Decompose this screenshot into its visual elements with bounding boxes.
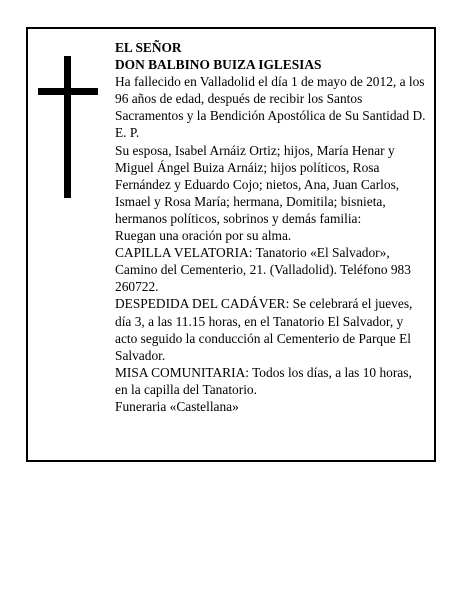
notice-text — [115, 39, 427, 415]
death-announcement: Ha fallecido en Valladolid el día 1 de mayo de 2012, a los 96 años de edad, después de recibir los Santos Sacramentos y la Bendición Apostólica de Su Santidad D. E. P. — [115, 74, 426, 141]
prayer-request: Ruegan una oración por su alma. — [115, 228, 292, 244]
farewell-info: DESPEDIDA DEL CADÁVER: Se celebrará el jueves, día 3, a las 11.15 horas, en el Tanatorio El Salvador, y acto seguido la conducción al Cementerio de Parque El Salvador. — [115, 296, 413, 363]
chapel-info: CAPILLA VELATORIA: Tanatorio «El Salvador», Camino del Cementerio, 21. (Valladolid). Teléfono 983 260722. — [115, 245, 411, 295]
funeral-home: Funeraria «Castellana» — [115, 398, 239, 414]
notice-title: EL SEÑOR — [115, 40, 182, 55]
cross-icon — [38, 56, 98, 198]
cross-horizontal-bar — [38, 88, 98, 95]
cross-vertical-bar — [64, 56, 71, 198]
deceased-name: DON BALBINO BUIZA IGLESIAS — [115, 57, 322, 73]
obituary-notice — [26, 27, 436, 462]
family-list: Su esposa, Isabel Arnáiz Ortiz; hijos, María Henar y Miguel Ángel Buiza Arnáiz; hijos políticos, Rosa Fernández y Eduardo Cojo; nietos, Ana, Juan Carlos, Ismael y Rosa María; hermana, Domitila; bisnieta, hermanos políticos, sobrinos y demás familia: — [115, 142, 400, 226]
mass-info: MISA COMUNITARIA: Todos los días, a las 10 horas, en la capilla del Tanatorio. — [115, 364, 412, 397]
